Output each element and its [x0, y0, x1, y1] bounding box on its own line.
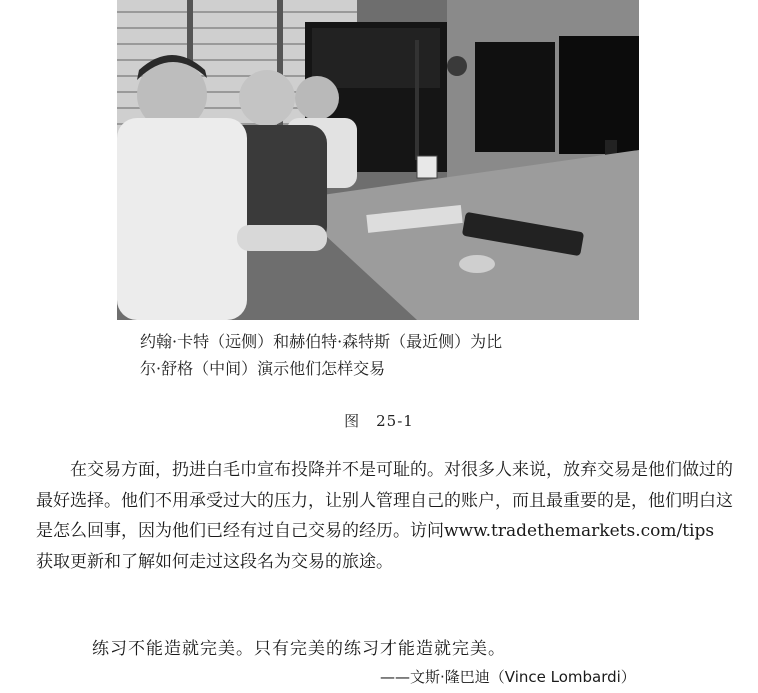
paragraph-text: 在交易方面，扔进白毛巾宣布投降并不是可耻的。对很多人来说，放弃交易是他们做过的最好选择。他们不用承受过大的压力，让别人管理自己的账户，而且最重要的是，他们明白这是怎么回事，因为他们已经有过自己交易的经历。访问	[36, 460, 733, 541]
body-paragraph	[36, 455, 736, 577]
caption-line-1: 约翰·卡特（远侧）和赫伯特·森特斯（最近侧）为比	[140, 332, 503, 351]
quote-attribution: ——文斯·隆巴迪（Vince Lombardi）	[380, 668, 636, 686]
paragraph-text-end: 获取更新和了解如何走过这段名为交易的旅途。	[36, 551, 393, 572]
tips-url: www.tradethemarkets.com/tips	[444, 521, 715, 541]
figure-label: 图 25-1	[344, 412, 414, 430]
caption-line-2: 尔·舒格（中间）演示他们怎样交易	[140, 359, 386, 378]
figure-photo	[117, 0, 639, 320]
figure-caption	[140, 328, 660, 382]
trading-desk-photo	[117, 0, 639, 320]
quote-text: 练习不能造就完美。只有完美的练习才能造就完美。	[92, 639, 506, 659]
